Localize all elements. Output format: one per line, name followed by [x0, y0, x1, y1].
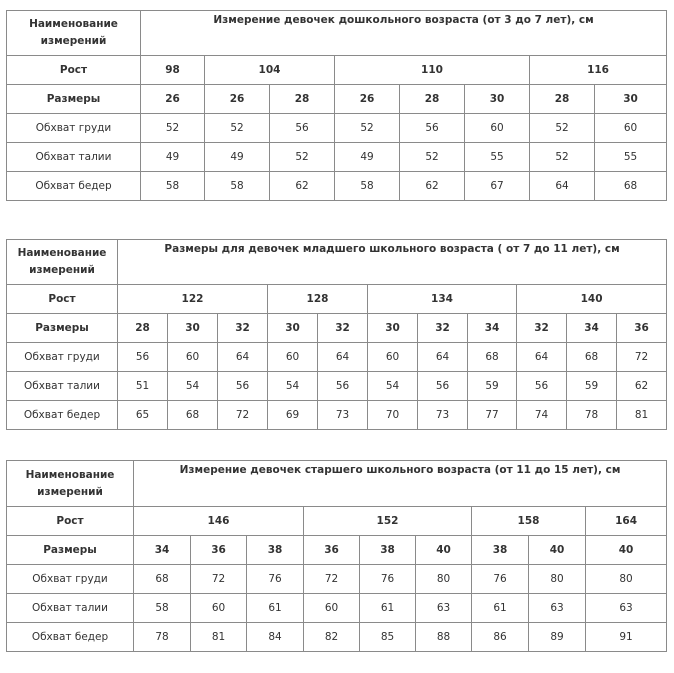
measurement-value: 52 — [335, 114, 400, 143]
measurement-value: 72 — [191, 565, 247, 594]
size-value: 36 — [304, 536, 360, 565]
measurement-label: Обхват бедер — [7, 623, 134, 652]
measurement-value: 60 — [595, 114, 667, 143]
height-value: 104 — [205, 56, 335, 85]
size-value: 32 — [517, 314, 567, 343]
measurement-value: 80 — [416, 565, 472, 594]
sizes-label: Размеры — [7, 536, 134, 565]
measurement-value: 73 — [418, 401, 468, 430]
size-value: 26 — [205, 85, 270, 114]
size-value: 30 — [168, 314, 218, 343]
measurement-value: 64 — [218, 343, 268, 372]
size-value: 34 — [468, 314, 517, 343]
name-header: Наименование измерений — [7, 461, 134, 507]
size-value: 40 — [529, 536, 586, 565]
measurement-value: 80 — [529, 565, 586, 594]
height-value: 158 — [472, 507, 586, 536]
measurement-value: 84 — [247, 623, 304, 652]
measurement-value: 85 — [360, 623, 416, 652]
measurement-value: 56 — [517, 372, 567, 401]
measurement-value: 89 — [529, 623, 586, 652]
table-row — [7, 623, 667, 652]
measurement-value: 52 — [530, 114, 595, 143]
measurement-value: 77 — [468, 401, 517, 430]
measurement-value: 76 — [247, 565, 304, 594]
measurement-value: 78 — [567, 401, 617, 430]
table-row — [7, 594, 667, 623]
measurement-label: Обхват талии — [7, 143, 141, 172]
size-value: 30 — [368, 314, 418, 343]
size-value: 38 — [247, 536, 304, 565]
measurement-value: 62 — [270, 172, 335, 201]
measurement-label: Обхват талии — [7, 594, 134, 623]
measurement-value: 60 — [191, 594, 247, 623]
measurement-value: 54 — [268, 372, 318, 401]
measurement-value: 56 — [270, 114, 335, 143]
measurement-value: 61 — [472, 594, 529, 623]
measurement-value: 52 — [205, 114, 270, 143]
measurement-value: 81 — [191, 623, 247, 652]
height-value: 140 — [517, 285, 667, 314]
measurement-value: 65 — [118, 401, 168, 430]
table-title: Размеры для девочек младшего школьного возраста ( от 7 до 11 лет), см — [118, 240, 667, 285]
measurement-value: 60 — [304, 594, 360, 623]
measurement-label: Обхват груди — [7, 114, 141, 143]
height-value: 110 — [335, 56, 530, 85]
table-row — [7, 114, 667, 143]
size-value: 32 — [318, 314, 368, 343]
measurement-value: 52 — [270, 143, 335, 172]
measurement-value: 67 — [465, 172, 530, 201]
measurement-value: 55 — [465, 143, 530, 172]
measurement-value: 68 — [468, 343, 517, 372]
size-value: 34 — [134, 536, 191, 565]
measurement-value: 61 — [360, 594, 416, 623]
height-value: 134 — [368, 285, 517, 314]
measurement-value: 58 — [205, 172, 270, 201]
measurement-value: 49 — [335, 143, 400, 172]
name-header: Наименование измерений — [7, 240, 118, 285]
measurement-value: 59 — [567, 372, 617, 401]
measurement-value: 63 — [586, 594, 667, 623]
size-value: 40 — [586, 536, 667, 565]
measurement-value: 76 — [472, 565, 529, 594]
measurement-label: Обхват бедер — [7, 401, 118, 430]
sizes-label: Размеры — [7, 85, 141, 114]
height-value: 164 — [586, 507, 667, 536]
measurement-value: 63 — [416, 594, 472, 623]
measurement-value: 52 — [530, 143, 595, 172]
measurement-value: 59 — [468, 372, 517, 401]
measurement-value: 69 — [268, 401, 318, 430]
size-value: 40 — [416, 536, 472, 565]
measurement-value: 86 — [472, 623, 529, 652]
measurement-value: 56 — [400, 114, 465, 143]
measurement-value: 68 — [134, 565, 191, 594]
junior-school-size-table — [6, 239, 667, 430]
size-value: 28 — [118, 314, 168, 343]
measurement-value: 61 — [247, 594, 304, 623]
measurement-value: 60 — [168, 343, 218, 372]
size-value: 30 — [595, 85, 667, 114]
measurement-value: 64 — [418, 343, 468, 372]
measurement-label: Обхват талии — [7, 372, 118, 401]
table-row — [7, 372, 667, 401]
measurement-value: 80 — [586, 565, 667, 594]
measurement-value: 78 — [134, 623, 191, 652]
size-value: 36 — [617, 314, 667, 343]
measurement-value: 56 — [118, 343, 168, 372]
measurement-value: 82 — [304, 623, 360, 652]
measurement-value: 51 — [118, 372, 168, 401]
measurement-value: 56 — [218, 372, 268, 401]
measurement-value: 64 — [530, 172, 595, 201]
measurement-value: 64 — [318, 343, 368, 372]
measurement-value: 52 — [141, 114, 205, 143]
height-value: 152 — [304, 507, 472, 536]
height-value: 116 — [530, 56, 667, 85]
measurement-value: 58 — [141, 172, 205, 201]
measurement-value: 68 — [595, 172, 667, 201]
size-value: 38 — [472, 536, 529, 565]
measurement-value: 63 — [529, 594, 586, 623]
size-value: 26 — [141, 85, 205, 114]
measurement-value: 49 — [141, 143, 205, 172]
size-value: 32 — [218, 314, 268, 343]
table-title: Измерение девочек дошкольного возраста (от 3 до 7 лет), см — [141, 11, 667, 56]
name-header: Наименование измерений — [7, 11, 141, 56]
measurement-value: 52 — [400, 143, 465, 172]
size-value: 30 — [465, 85, 530, 114]
measurement-value: 62 — [400, 172, 465, 201]
measurement-value: 62 — [617, 372, 667, 401]
size-value: 34 — [567, 314, 617, 343]
table-row — [7, 343, 667, 372]
measurement-value: 60 — [368, 343, 418, 372]
measurement-value: 73 — [318, 401, 368, 430]
measurement-value: 58 — [335, 172, 400, 201]
size-value: 28 — [270, 85, 335, 114]
measurement-value: 49 — [205, 143, 270, 172]
measurement-value: 91 — [586, 623, 667, 652]
measurement-value: 72 — [218, 401, 268, 430]
measurement-value: 55 — [595, 143, 667, 172]
measurement-value: 68 — [168, 401, 218, 430]
measurement-value: 54 — [168, 372, 218, 401]
height-value: 122 — [118, 285, 268, 314]
height-value: 128 — [268, 285, 368, 314]
measurement-value: 54 — [368, 372, 418, 401]
size-value: 38 — [360, 536, 416, 565]
measurement-value: 81 — [617, 401, 667, 430]
measurement-value: 60 — [465, 114, 530, 143]
measurement-value: 74 — [517, 401, 567, 430]
size-value: 28 — [530, 85, 595, 114]
measurement-value: 68 — [567, 343, 617, 372]
table-row — [7, 143, 667, 172]
table-row — [7, 172, 667, 201]
size-value: 36 — [191, 536, 247, 565]
senior-school-size-table — [6, 460, 667, 652]
height-label: Рост — [7, 56, 141, 85]
size-value: 32 — [418, 314, 468, 343]
measurement-value: 56 — [418, 372, 468, 401]
measurement-value: 58 — [134, 594, 191, 623]
table-row — [7, 401, 667, 430]
height-value: 98 — [141, 56, 205, 85]
table-row — [7, 565, 667, 594]
table-title: Измерение девочек старшего школьного возраста (от 11 до 15 лет), см — [134, 461, 667, 507]
size-value: 26 — [335, 85, 400, 114]
size-value: 28 — [400, 85, 465, 114]
preschool-size-table — [6, 10, 667, 201]
measurement-value: 70 — [368, 401, 418, 430]
measurement-value: 76 — [360, 565, 416, 594]
sizes-label: Размеры — [7, 314, 118, 343]
measurement-label: Обхват бедер — [7, 172, 141, 201]
measurement-value: 88 — [416, 623, 472, 652]
measurement-label: Обхват груди — [7, 343, 118, 372]
height-label: Рост — [7, 507, 134, 536]
measurement-value: 72 — [617, 343, 667, 372]
measurement-value: 60 — [268, 343, 318, 372]
measurement-label: Обхват груди — [7, 565, 134, 594]
size-value: 30 — [268, 314, 318, 343]
height-value: 146 — [134, 507, 304, 536]
height-label: Рост — [7, 285, 118, 314]
measurement-value: 56 — [318, 372, 368, 401]
measurement-value: 64 — [517, 343, 567, 372]
measurement-value: 72 — [304, 565, 360, 594]
